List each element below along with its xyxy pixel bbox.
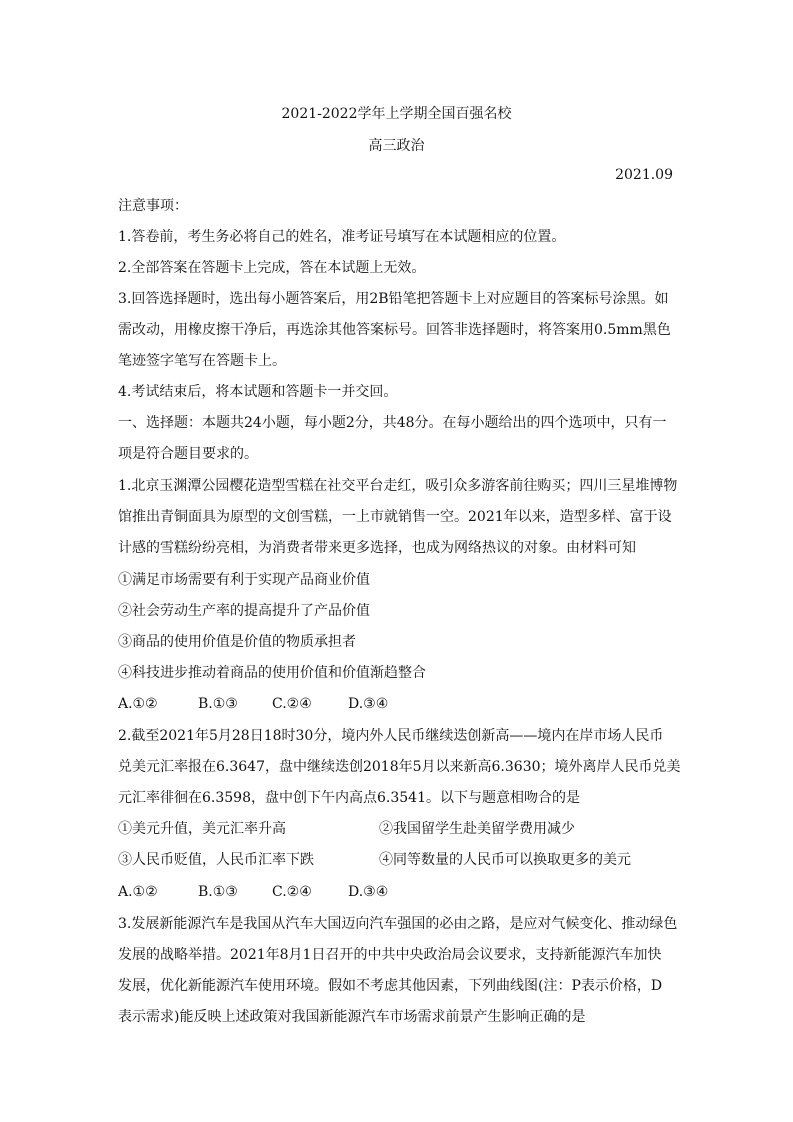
answer-options	[118, 882, 388, 902]
section-instruction: 一、选择题：本题共24小题，每小题2分，共48分。在每小题给出的四个选项中，只有一	[118, 415, 667, 431]
notice-item: 需改动，用橡皮擦干净后，再选涂其他答案标号。回答非选择题时，将答案用0.5mm黑色	[118, 322, 671, 338]
notice-item: 3.回答选择题时，选出每小题答案后，用2B铅笔把答题卡上对应题目的答案标号涂黑。如	[118, 291, 669, 307]
section-instruction: 项是符合题目要求的。	[118, 446, 258, 462]
statement: ④同等数量的人民币可以换取更多的美元	[379, 852, 631, 868]
option-d[interactable]: D.③④	[348, 884, 389, 900]
option-b[interactable]: B.①③	[198, 884, 238, 900]
question-stem: 2.截至2021年5月28日18时30分，境内外人民币继续迭创新高——境内在岸市场人民币	[118, 728, 664, 744]
notice-heading: 注意事项：	[118, 198, 188, 214]
statement: ④科技进步推动着商品的使用价值和价值渐趋整合	[118, 665, 426, 681]
question-stem: 兑美元汇率报在6.3647，盘中继续迭创2018年5月以来新高6.3630；境外离岸人民币兑美	[118, 759, 681, 775]
option-a[interactable]: A.①②	[118, 884, 158, 900]
question-stem: 1.北京玉渊潭公园樱花造型雪糕在社交平台走红，吸引众多游客前往购买；四川三星堆博物	[118, 478, 678, 494]
notice-item: 2.全部答案在答题卡上完成，答在本试题上无效。	[118, 260, 426, 276]
statement: ③商品的使用价值是价值的物质承担者	[118, 634, 356, 650]
statement: ③人民币贬值，人民币汇率下跌	[118, 852, 314, 868]
option-b[interactable]: B.①③	[198, 696, 238, 712]
notice-item: 笔迹签字笔写在答题卡上。	[118, 353, 286, 369]
exam-date: 2021.09	[615, 167, 673, 183]
statement: ②社会劳动生产率的提高提升了产品价值	[118, 603, 370, 619]
statement: ①美元升值，美元汇率升高	[118, 821, 286, 837]
notice-item: 1.答卷前，考生务必将自己的姓名，准考证号填写在本试题相应的位置。	[118, 229, 566, 245]
answer-options	[118, 694, 388, 714]
question-stem: 馆推出青铜面具为原型的文创雪糕，一上市就销售一空。2021年以来，造型多样、富于设	[118, 509, 672, 525]
statement: ①满足市场需要有利于实现产品商业价值	[118, 572, 370, 588]
exam-subject: 高三政治	[368, 138, 425, 154]
statement: ②我国留学生赴美留学费用减少	[379, 821, 575, 837]
notice-item: 4.考试结束后，将本试题和答题卡一并交回。	[118, 384, 398, 400]
question-stem: 计感的雪糕纷纷亮相，为消费者带来更多选择，也成为网络热议的对象。由材料可知	[118, 540, 636, 556]
option-c[interactable]: C.②④	[272, 696, 312, 712]
option-d[interactable]: D.③④	[348, 696, 389, 712]
question-stem: 元汇率徘徊在6.3598，盘中创下午内高点6.3541。以下与题意相吻合的是	[118, 790, 580, 806]
question-stem: 表示需求)能反映上述政策对我国新能源汽车市场需求前景产生影响正确的是	[118, 1009, 586, 1025]
exam-title: 2021-2022学年上学期全国百强名校	[281, 106, 512, 122]
option-a[interactable]: A.①②	[118, 696, 158, 712]
question-stem: 发展的战略举措。2021年8月1日召开的中共中央政治局会议要求，支持新能源汽车加快	[118, 947, 662, 963]
question-stem: 3.发展新能源汽车是我国从汽车大国迈向汽车强国的必由之路，是应对气候变化、推动绿色	[118, 916, 678, 932]
question-stem: 发展，优化新能源汽车使用环境。假如不考虑其他因素，下列曲线图(注：P表示价格，D	[118, 978, 663, 994]
option-c[interactable]: C.②④	[272, 884, 312, 900]
